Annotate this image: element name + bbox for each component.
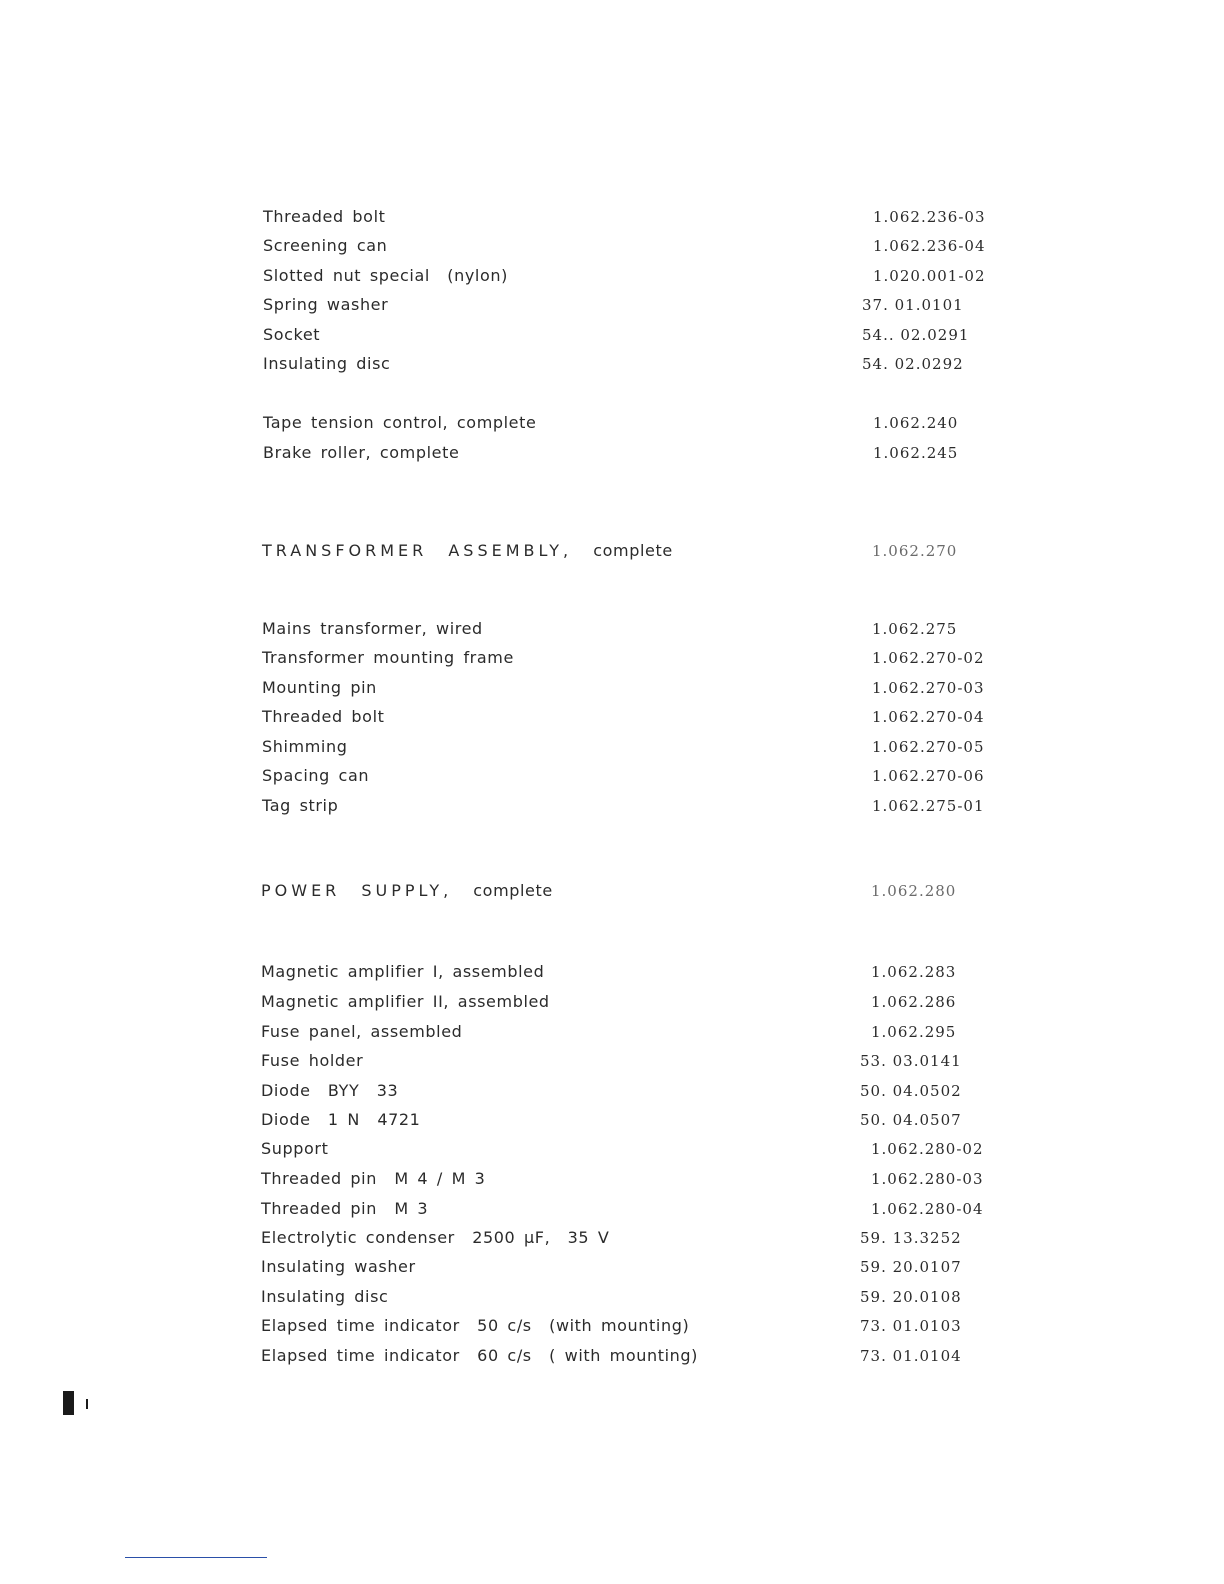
section-heading-label: POWER SUPPLY, <box>261 881 453 900</box>
item-description: Magnetic amplifier I, assembled <box>261 962 545 981</box>
item-part-number: 59. 13.3252 <box>860 1229 962 1247</box>
item-description: Elapsed time indicator 60 c/s ( with mounting) <box>261 1346 698 1365</box>
item-description: Diode BYY 33 <box>261 1081 399 1100</box>
item-description: Tag strip <box>262 796 339 815</box>
item-part-number: 73. 01.0104 <box>860 1347 962 1365</box>
item-part-number: 53. 03.0141 <box>860 1052 962 1070</box>
footer-rule <box>125 1557 267 1558</box>
item-part-number: 1.062.270-04 <box>872 708 985 726</box>
item-part-number: 1.062.280-04 <box>871 1200 984 1218</box>
item-description: Transformer mounting frame <box>262 648 514 667</box>
item-description: Threaded pin M 3 <box>261 1199 429 1218</box>
item-description: Fuse panel, assembled <box>261 1022 463 1041</box>
item-part-number: 1.062.270-03 <box>872 679 985 697</box>
item-description: Threaded bolt <box>263 207 386 226</box>
item-part-number: 1.062.295 <box>871 1023 957 1041</box>
item-description: Shimming <box>262 737 348 756</box>
item-description: Spring washer <box>263 295 389 314</box>
item-description: Tape tension control, complete <box>263 413 537 432</box>
item-description: Insulating disc <box>263 354 391 373</box>
section-part-number: 1.062.270 <box>872 542 958 560</box>
item-part-number: 1.062.270-02 <box>872 649 985 667</box>
item-part-number: 1.062.236-03 <box>873 208 986 226</box>
item-part-number: 59. 20.0107 <box>860 1258 962 1276</box>
item-description: Screening can <box>263 236 388 255</box>
item-description: Socket <box>263 325 321 344</box>
item-part-number: 1.020.001-02 <box>873 267 986 285</box>
item-part-number: 1.062.270-06 <box>872 767 985 785</box>
item-description: Insulating disc <box>261 1287 389 1306</box>
item-part-number: 1.062.270-05 <box>872 738 985 756</box>
item-description: Fuse holder <box>261 1051 364 1070</box>
item-part-number: 37. 01.0101 <box>862 296 964 314</box>
item-description: Threaded pin M 4 / M 3 <box>261 1169 486 1188</box>
item-description: Support <box>261 1139 329 1158</box>
item-part-number: 1.062.280-02 <box>871 1140 984 1158</box>
item-description: Threaded bolt <box>262 707 385 726</box>
item-part-number: 50. 04.0507 <box>860 1111 962 1129</box>
item-part-number: 1.062.245 <box>873 444 959 462</box>
item-description: Electrolytic condenser 2500 µF, 35 V <box>261 1228 610 1247</box>
item-part-number: 54. 02.0292 <box>862 355 964 373</box>
item-description: Elapsed time indicator 50 c/s (with mounting) <box>261 1316 690 1335</box>
item-part-number: 59. 20.0108 <box>860 1288 962 1306</box>
item-part-number: 73. 01.0103 <box>860 1317 962 1335</box>
section-part-number: 1.062.280 <box>871 882 957 900</box>
item-part-number: 1.062.283 <box>871 963 957 981</box>
item-part-number: 1.062.286 <box>871 993 957 1011</box>
item-part-number: 50. 04.0502 <box>860 1082 962 1100</box>
section-heading-suffix: complete <box>593 541 673 560</box>
item-description: Slotted nut special (nylon) <box>263 266 508 285</box>
item-part-number: 1.062.240 <box>873 414 959 432</box>
section-heading-label: TRANSFORMER ASSEMBLY, <box>262 541 573 560</box>
item-part-number: 1.062.275 <box>872 620 958 638</box>
binding-mark-tick <box>86 1399 88 1409</box>
item-part-number: 1.062.236-04 <box>873 237 986 255</box>
item-description: Mains transformer, wired <box>262 619 483 638</box>
item-description: Magnetic amplifier II, assembled <box>261 992 550 1011</box>
item-description: Spacing can <box>262 766 370 785</box>
item-description: Mounting pin <box>262 678 377 697</box>
item-part-number: 1.062.275-01 <box>872 797 985 815</box>
item-description: Insulating washer <box>261 1257 416 1276</box>
item-description: Brake roller, complete <box>263 443 460 462</box>
item-part-number: 1.062.280-03 <box>871 1170 984 1188</box>
item-part-number: 54.. 02.0291 <box>862 326 970 344</box>
binding-mark <box>63 1391 74 1415</box>
item-description: Diode 1 N 4721 <box>261 1110 421 1129</box>
section-heading-suffix: complete <box>473 881 553 900</box>
